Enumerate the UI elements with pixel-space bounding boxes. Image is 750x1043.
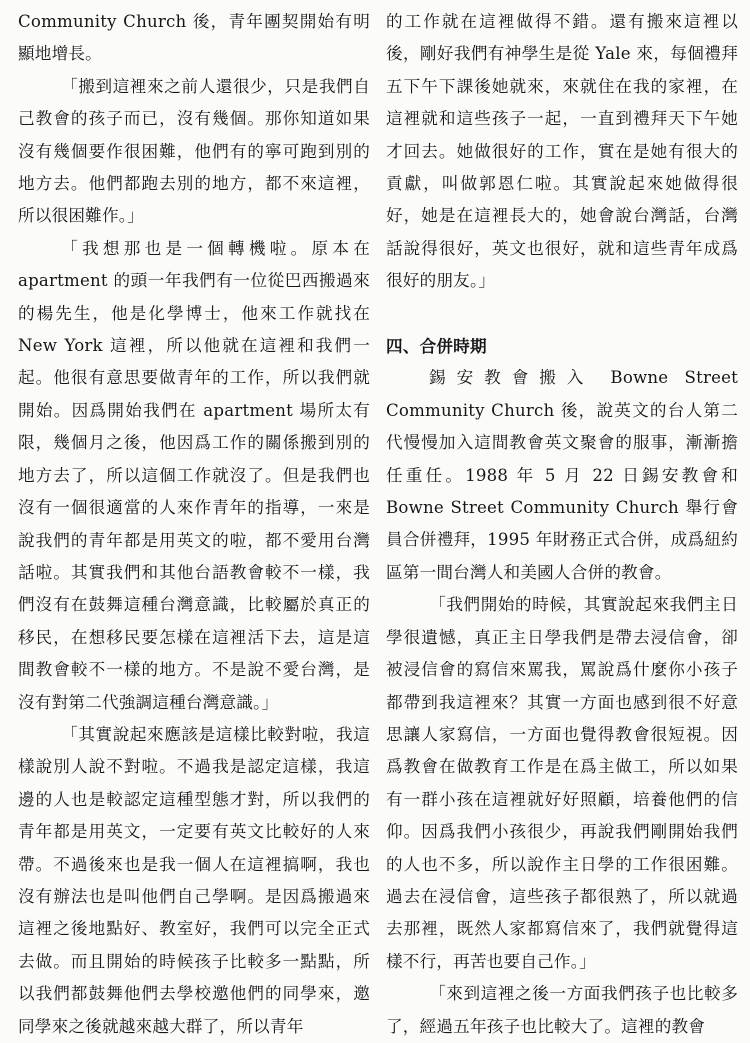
paragraph-5: 的工作就在這裡做得不錯。還有搬來這裡以後，剛好我們有神學生是從 Yale 來，每個禮拜五下午下課後她就來，來就住在我的家裡，在這裡就和這些孩子一起，一直到禮拜天下午她才回去。她做很好的工作，實在是她有很大的貢獻，叫做郭恩仁啦。其實說起來她做得很好，她是在這裡長大的，她會說台灣話，台灣話說得很好，英文也很好，就和這些青年成爲很好的朋友。」 [386, 12, 738, 291]
section-heading: 四、合併時期 [386, 336, 487, 357]
right-column [386, 6, 738, 1043]
paragraph-1: Community Church 後，青年團契開始有明顯地增長。 [18, 12, 370, 64]
left-column [18, 6, 370, 1043]
paragraph-4: 「其實說起來應該是這樣比較對啦，我這樣說別人說不對啦。不過我是認定這樣，我這邊的人也是較認定這種型態才對，所以我們的青年都是用英文，一定要有英文比較好的人來帶。不過後來也是我一個人在這裡搞啊，我也沒有辦法也是叫他們自己學啊。是因爲搬過來這裡之後地點好、教室好，我們可以完全正式去做。而且開始的時候孩子比較多一點點，所以我們都鼓舞他們去學校邀他們的同學來，邀同學來之後就越來越大群了，所以青年 [18, 724, 370, 1036]
paragraph-7: 「我們開始的時候，其實說起來我們主日學很遺憾，真正主日學我們是帶去浸信會，卻被浸信會的寫信來罵我，罵說爲什麼你小孩子都帶到我這裡來？其實一方面也感到很不好意思讓人家寫信，一方面也覺得教會很短視。因爲教會在做教育工作是在爲主做工，所以如果有一群小孩在這裡就好好照顧，培養他們的信仰。因爲我們小孩很少，再說我們剛開始我們的人也不多，所以說作主日學的工作很困難。過去在浸信會，這些孩子都很熟了，所以就過去那裡，既然人家都寫信來了，我們就覺得這樣不行，再苦也要自己作。」 [386, 595, 738, 971]
paragraph-6: 錫安教會搬入 Bowne Street Community Church 後，說英文的台人第二代慢慢加入這間教會英文聚會的服事，漸漸擔任重任。1988 年 5 月 22 日錫安教會和 Bowne Street Community Church 舉行會員合併禮拜，1995 年財務正式合併，成爲紐約區第一間台灣人和美國人合併的教會。 [386, 368, 738, 582]
paragraph-3: 「我想那也是一個轉機啦。原本在 apartment 的頭一年我們有一位從巴西搬過來的楊先生，他是化學博士，他來工作就找在 New York 這裡，所以他就在這裡和我們一起。他很有意思要做青年的工作，所以我們就開始。因爲開始我們在 apartment 場所太有限，幾個月之後，他因爲工作的關係搬到別的地方去了，所以這個工作就沒了。但是我們也沒有一個很適當的人來作青年的指導，一來是說我們的青年都是用英文的啦，都不愛用台灣話啦。其實我們和其他台語教會較不一樣，我們沒有在鼓舞這種台灣意識，比較屬於真正的移民，在想移民要怎樣在這裡活下去，這是這間教會較不一樣的地方。不是說不愛台灣，是沒有對第二代強調這種台灣意識。」 [18, 238, 370, 712]
paragraph-8: 「來到這裡之後一方面我們孩子也比較多了，經過五年孩子也比較大了。這裡的教會 [386, 984, 738, 1036]
paragraph-2: 「搬到這裡來之前人還很少，只是我們自己教會的孩子而已，沒有幾個。那你知道如果沒有幾個要作很困難，他們有的寧可跑到別的地方去。他們都跑去別的地方，都不來這裡，所以很困難作。」 [18, 76, 370, 226]
